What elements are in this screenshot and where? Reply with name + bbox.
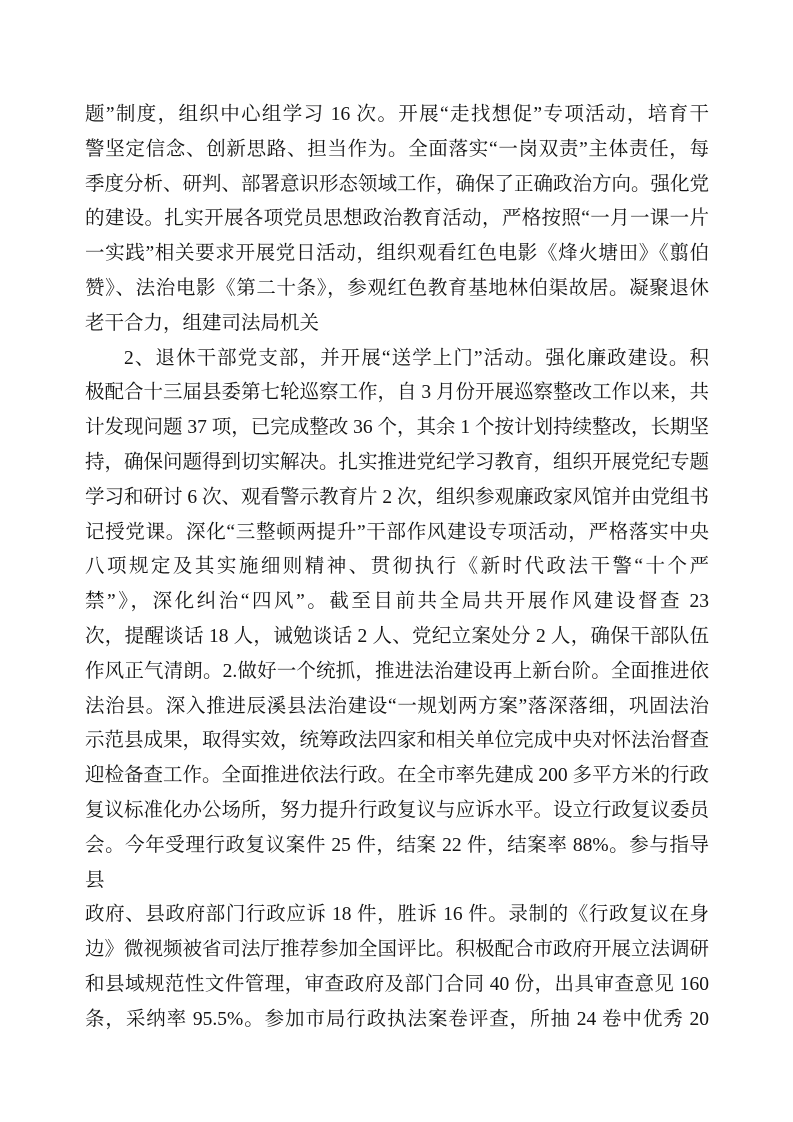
text-line: 八项规定及其实施细则精神、贯彻执行《新时代政法干警“十个严: [85, 556, 709, 578]
text-line: 示范县成果，取得实效，统筹政法四家和相关单位完成中央对怀法治督查: [85, 730, 710, 752]
text-line: 边》微视频被省司法厅推荐参加全国评比。积极配合市政府开展立法调研: [85, 939, 710, 961]
text-line: 一实践”相关要求开展党日活动，组织观看红色电影《烽火塘田》《翦伯: [85, 243, 709, 265]
text-line: 法治县。深入推进辰溪县法治建设“一规划两方案”落深落细，巩固法治: [85, 695, 709, 717]
text-line: 复议标准化办公场所，努力提升行政复议与应诉水平。设立行政复议委员: [85, 799, 710, 821]
text-line: 作风正气清朗。2.做好一个统抓，推进法治建设再上新台阶。全面推进依: [85, 660, 709, 682]
text-line-paragraph-start: 2、退休干部党支部，并开展“送学上门”活动。强化廉政建设。积: [124, 347, 709, 369]
text-line: 计发现问题 37 项，已完成整改 36 个，其余 1 个按计划持续整改，长期坚: [85, 417, 710, 439]
text-line: 警坚定信念、创新思路、担当作为。全面落实“一岗双责”主体责任，每: [85, 138, 709, 160]
text-line: 禁”》，深化纠治“四风”。截至目前共全局共开展作风建设督查 23: [85, 591, 709, 613]
text-line-page-last: 条，采纳率 95.5%。参加市局行政执法案卷评查，所抽 24 卷中优秀 20: [85, 1008, 709, 1030]
text-line: 季度分析、研判、部署意识形态领域工作，确保了正确政治方向。强化党: [85, 173, 710, 195]
text-line: 题”制度，组织中心组学习 16 次。开展“走找想促”专项活动，培育干: [85, 104, 709, 125]
text-line: 记授党课。深化“三整顿两提升”干部作风建设专项活动，严格落实中央: [85, 521, 709, 543]
text-line: 持，确保问题得到切实解决。扎实推进党纪学习教育，组织开展党纪专题: [85, 451, 710, 473]
text-line: 学习和研讨 6 次、观看警示教育片 2 次，组织参观廉政家风馆并由党组书: [85, 486, 710, 508]
text-line: 会。今年受理行政复议案件 25 件，结案 22 件，结案率 88%。参与指导县: [85, 834, 709, 891]
document-text-block: [85, 98, 709, 1038]
text-line: 次，提醒谈话 18 人，诫勉谈话 2 人、党纪立案处分 2 人，确保干部队伍: [85, 625, 709, 647]
text-line: 迎检备查工作。全面推进依法行政。在全市率先建成 200 多平方米的行政: [85, 765, 710, 787]
text-line: 和县域规范性文件管理，审查政府及部门合同 40 份，出具审查意见 160: [85, 973, 709, 995]
text-line: 极配合十三届县委第七轮巡察工作，自 3 月份开展巡察整改工作以来，共: [85, 382, 710, 404]
text-line: 政府、县政府部门行政应诉 18 件，胜诉 16 件。录制的《行政复议在身: [85, 904, 709, 926]
text-line: 的建设。扎实开展各项党员思想政治教育活动，严格按照“一月一课一片: [85, 208, 709, 230]
text-line-paragraph-end: 老干合力，组建司法局机关: [85, 312, 320, 334]
text-line: 赞》、法治电影《第二十条》，参观红色教育基地林伯渠故居。凝聚退休: [85, 277, 709, 299]
